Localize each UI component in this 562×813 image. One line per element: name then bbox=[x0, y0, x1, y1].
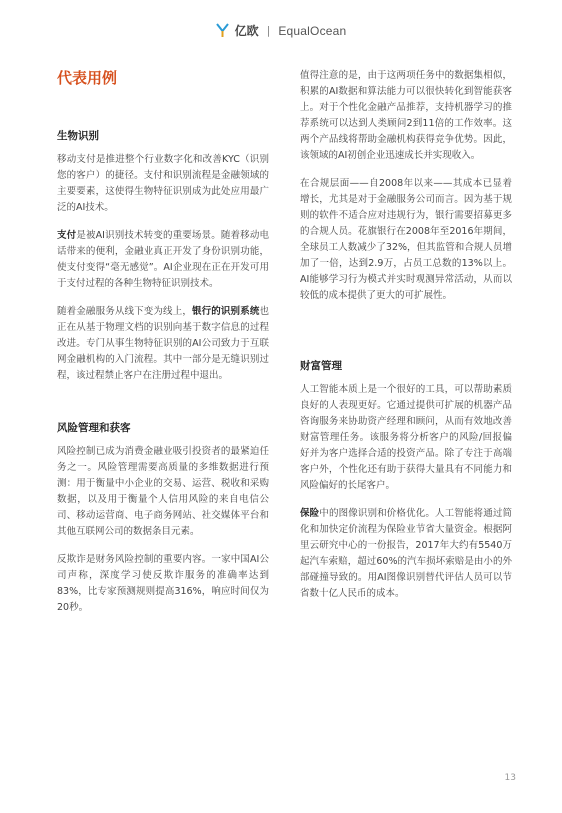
section-title: 代表用例 bbox=[57, 69, 118, 87]
paragraph-customer-acquisition: 值得注意的是，由于这两项任务中的数据集相似，积累的AI数据和算法能力可以很快转化到智能获客上。对于个性化金融产品推荐，支持机器学习的推荐系统可以达到人类顾问2到11倍的工作效率。这两个产品线将帮助金融机构获得竞争优势。因此，该领域的AI初创企业迅速成长并实现收入。 bbox=[300, 70, 512, 161]
paragraph-anti-fraud: 反欺诈是财务风险控制的重要内容。一家中国AI公司声称，深度学习使反欺诈服务的准确率达到83%，比专家预测规则提高316%，响应时间仅为20秒。 bbox=[57, 554, 269, 613]
logo-english-text: EqualOcean bbox=[278, 23, 347, 38]
subhead-biometrics: 生物识别 bbox=[57, 130, 99, 142]
text-insurance-rest: 中的图像识别和价格优化。人工智能将通过简化和加快定价流程为保险业节省大量资金。根据阿里云研究中心的一份报告，2017年大约有5540万起汽车索赔，超过60%的汽车损坏索赔是由小的外部碰撞导致的。用AI图像识别替代评估人员可以节省数十亿人民币的成本。 bbox=[300, 508, 512, 599]
paragraph-compliance: 在合规层面——自2008年以来——其成本已显着增长，尤其是对于金融服务公司而言。因为基于规则的软件不适合应对违规行为，银行需要招募更多的合规人员。花旗银行在2008年至2016年期间，全球员工人数减少了32%，但其监管和合规人员增加了一倍，达到2.9万，占员工总数的13%以上。AI能够学习行为模式并实时观测异常活动，从而以较低的成本提供了更大的可扩展性。 bbox=[300, 178, 512, 301]
paragraph-wealth-management: 人工智能本质上是一个很好的工具，可以帮助素质良好的人表现更好。它通过提供可扩展的机器产品咨询服务来协助资产经理和顾问，从而有效地改善财富管理任务。该服务将分析客户的风险/回报偏好并为客户选择合适的投资产品。除了专注于高端客户外，个性化还有助于获得大量具有不同能力和风险偏好的长尾客户。 bbox=[300, 384, 512, 491]
logo-chinese-text: 亿欧 bbox=[234, 24, 259, 38]
text-payment-rest: 是被AI识别技术转变的重要场景。随着移动电话带来的便利，金融业真正开发了身份识别功能，使支付变得“毫无感觉”。AI企业现在正在开发可用于支付过程的各种生物特征识别技术。 bbox=[57, 230, 269, 289]
page-number: 13 bbox=[504, 773, 516, 783]
paragraph-insurance bbox=[300, 506, 512, 602]
paragraph-bank-identification bbox=[57, 304, 269, 384]
bold-bank-identification: 银行的识别系统 bbox=[191, 306, 260, 317]
left-column bbox=[57, 68, 269, 628]
right-column bbox=[300, 68, 512, 614]
text-bank-pre: 随着金融服务从线下变为线上， bbox=[57, 306, 192, 317]
paragraph-payment bbox=[57, 228, 269, 292]
bold-insurance: 保险 bbox=[300, 508, 320, 519]
subhead-wealth-management: 财富管理 bbox=[300, 360, 342, 372]
subhead-risk-management: 风险管理和获客 bbox=[57, 422, 131, 434]
equalocean-logo-icon bbox=[216, 23, 229, 38]
bold-payment: 支付 bbox=[57, 230, 77, 241]
text-bank-rest: 也正在从基于物理文档的识别向基于数字信息的过程改进。专门从事生物特征识别的AI公司致力于互联网金融机构的入门流程。其中一部分是无缝识别过程，该过程禁止客户在注册过程中退出。 bbox=[57, 306, 269, 381]
paragraph-biometrics-intro: 移动支付是推进整个行业数字化和改善KYC（识别您的客户）的捷径。支付和识别流程是金融领域的主要要素，这使得生物特征识别成为此处应用最广泛的AI技术。 bbox=[57, 154, 269, 213]
paragraph-risk-control: 风险控制已成为消费金融业吸引投资者的最紧迫任务之一。风险管理需要高质量的多维数据进行预测：用于衡量中小企业的交易、运营、税收和采购数据，以及用于衡量个人信用风险的来自电信公司、移动运营商、电子商务网站、社交媒体平台和其他互联网公司的数据条目元素。 bbox=[57, 446, 269, 537]
page-header bbox=[0, 22, 562, 39]
logo-separator: | bbox=[266, 24, 271, 37]
